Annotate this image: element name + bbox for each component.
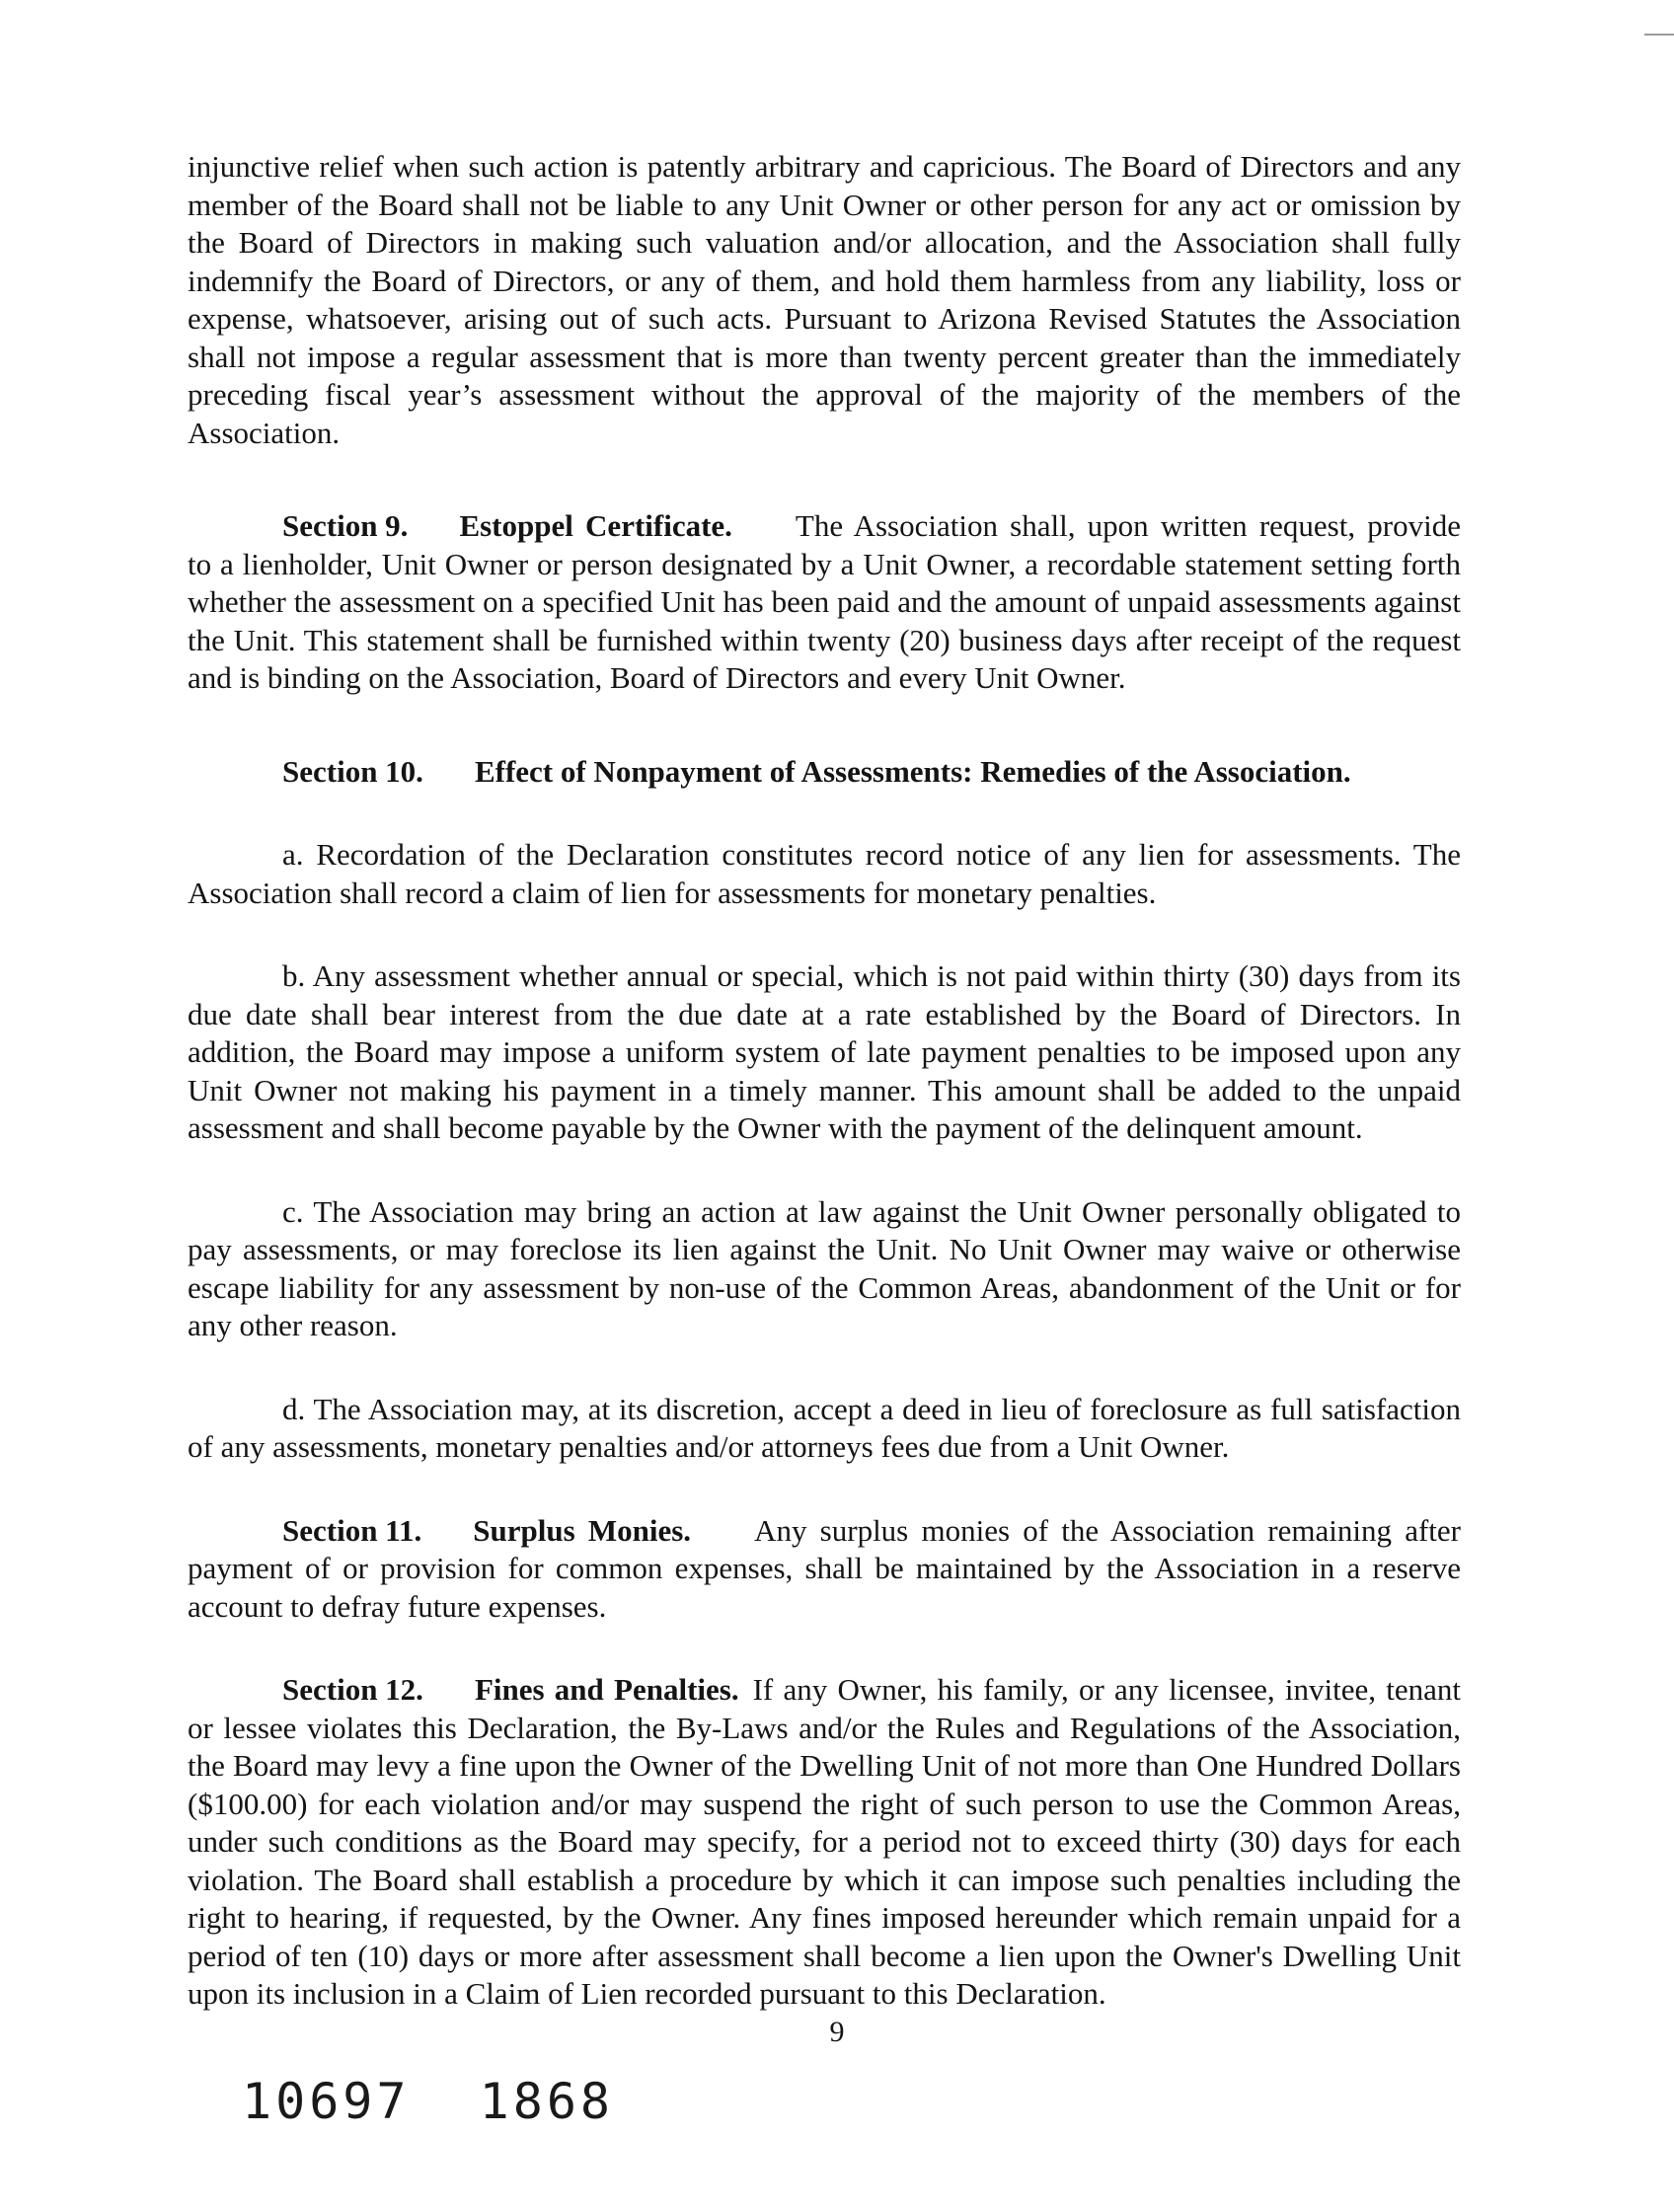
section-11-label: Section 11.: [282, 1512, 422, 1548]
section-11-title: Surplus Monies.: [473, 1512, 692, 1548]
stamp-page-number: 1868: [479, 2073, 615, 2130]
section-10-item-c: c. The Association may bring an action at law against the Unit Owner personally obligated to pay assessments, or may foreclose its lien against the Unit. No Unit Owner may waive or otherwise escape liability for any assessment by non-use of the Common Areas, abandonment of the Unit or for any other reason.: [188, 1193, 1461, 1342]
section-10-heading: [188, 753, 1461, 792]
recording-stamp: [242, 2073, 614, 2130]
section-10-item-a: a. Recordation of the Declaration constitutes record notice of any lien for assessments. The Association shall record a claim of lien for assessments for monetary penalties.: [188, 837, 1461, 910]
paragraph-continuation: injunctive relief when such action is patently arbitrary and capricious. The Board of Directors and any member of the Board shall not be liable to any Unit Owner or other person for any act or omission by the Board of Directors in making such valuation and/or allocation, and the Association shall fully indemnify the Board of Directors, or any of them, and hold them harmless from any liability, loss or expense, whatsoever, arising out of such acts. Pursuant to Arizona Revised Statutes the Association shall not impose a regular assessment that is more than twenty percent greater than the immediately preceding fiscal year’s assessment without the approval of the majority of the members of the Association.: [188, 149, 1461, 450]
section-12-label: Section 12.: [282, 1672, 423, 1707]
section-11: [188, 1512, 1461, 1627]
section-12: [188, 1671, 1461, 2014]
stamp-docket-number: 10697: [242, 2073, 411, 2130]
section-10-item-b: b. Any assessment whether annual or special, which is not paid within thirty (30) days from its due date shall bear interest from the due date at a rate established by the Board of Directors. In addition, the Board may impose a uniform system of late payment penalties to be imposed upon any Unit Owner not making his payment in a timely manner. This amount shall be added to the unpaid assessment and shall become payable by the Owner with the payment of the delinquent amount.: [188, 958, 1461, 1145]
scan-corner-mark: [1644, 34, 1674, 36]
document-body: [188, 148, 1461, 2014]
section-9: [188, 507, 1461, 698]
section-9-text: The Association shall, upon written request, provide to a lienholder, Unit Owner or person designated by a Unit Owner, a recordable statement setting forth whether the assessment on a specified Unit has been paid and the amount of unpaid assessments against the Unit. This statement shall be furnished within twenty (20) business days after receipt of the request and is binding on the Association, Board of Directors and every Unit Owner.: [188, 508, 1461, 695]
section-11-text: Any surplus monies of the Association remaining after payment of or provision for common expenses, shall be maintained by the Association in a reserve account to defray future expenses.: [188, 1512, 1461, 1624]
section-10-label: Section 10.: [282, 753, 423, 789]
section-9-label: Section 9.: [282, 508, 409, 543]
section-9-title: Estoppel Certificate.: [459, 508, 732, 543]
page-number: 9: [829, 2016, 845, 2048]
section-12-title: Fines and Penalties.: [474, 1672, 739, 1707]
section-10-item-d: d. The Association may, at its discretion, accept a deed in lieu of foreclosure as full satisfaction of any assessments, monetary penalties and/or attorneys fees due from a Unit Owner.: [188, 1391, 1461, 1464]
section-12-text: If any Owner, his family, or any licensee, invitee, tenant or lessee violates this Declaration, the By-Laws and/or the Rules and Regulations of the Association, the Board may levy a fine upon the Owner of the Dwelling Unit of not more than One Hundred Dollars ($100.00) for each violation and/or may suspend the right of such person to use the Common Areas, under such conditions as the Board may specify, for a period not to exceed thirty (30) days for each violation. The Board shall establish a procedure by which it can impose such penalties including the right to hearing, if requested, by the Owner. Any fines imposed hereunder which remain unpaid for a period of ten (10) days or more after assessment shall become a lien upon the Owner's Dwelling Unit upon its inclusion in a Claim of Lien recorded pursuant to this Declaration.: [188, 1672, 1462, 2011]
section-10-title: Effect of Nonpayment of Assessments: Remedies of the Association.: [474, 753, 1351, 789]
